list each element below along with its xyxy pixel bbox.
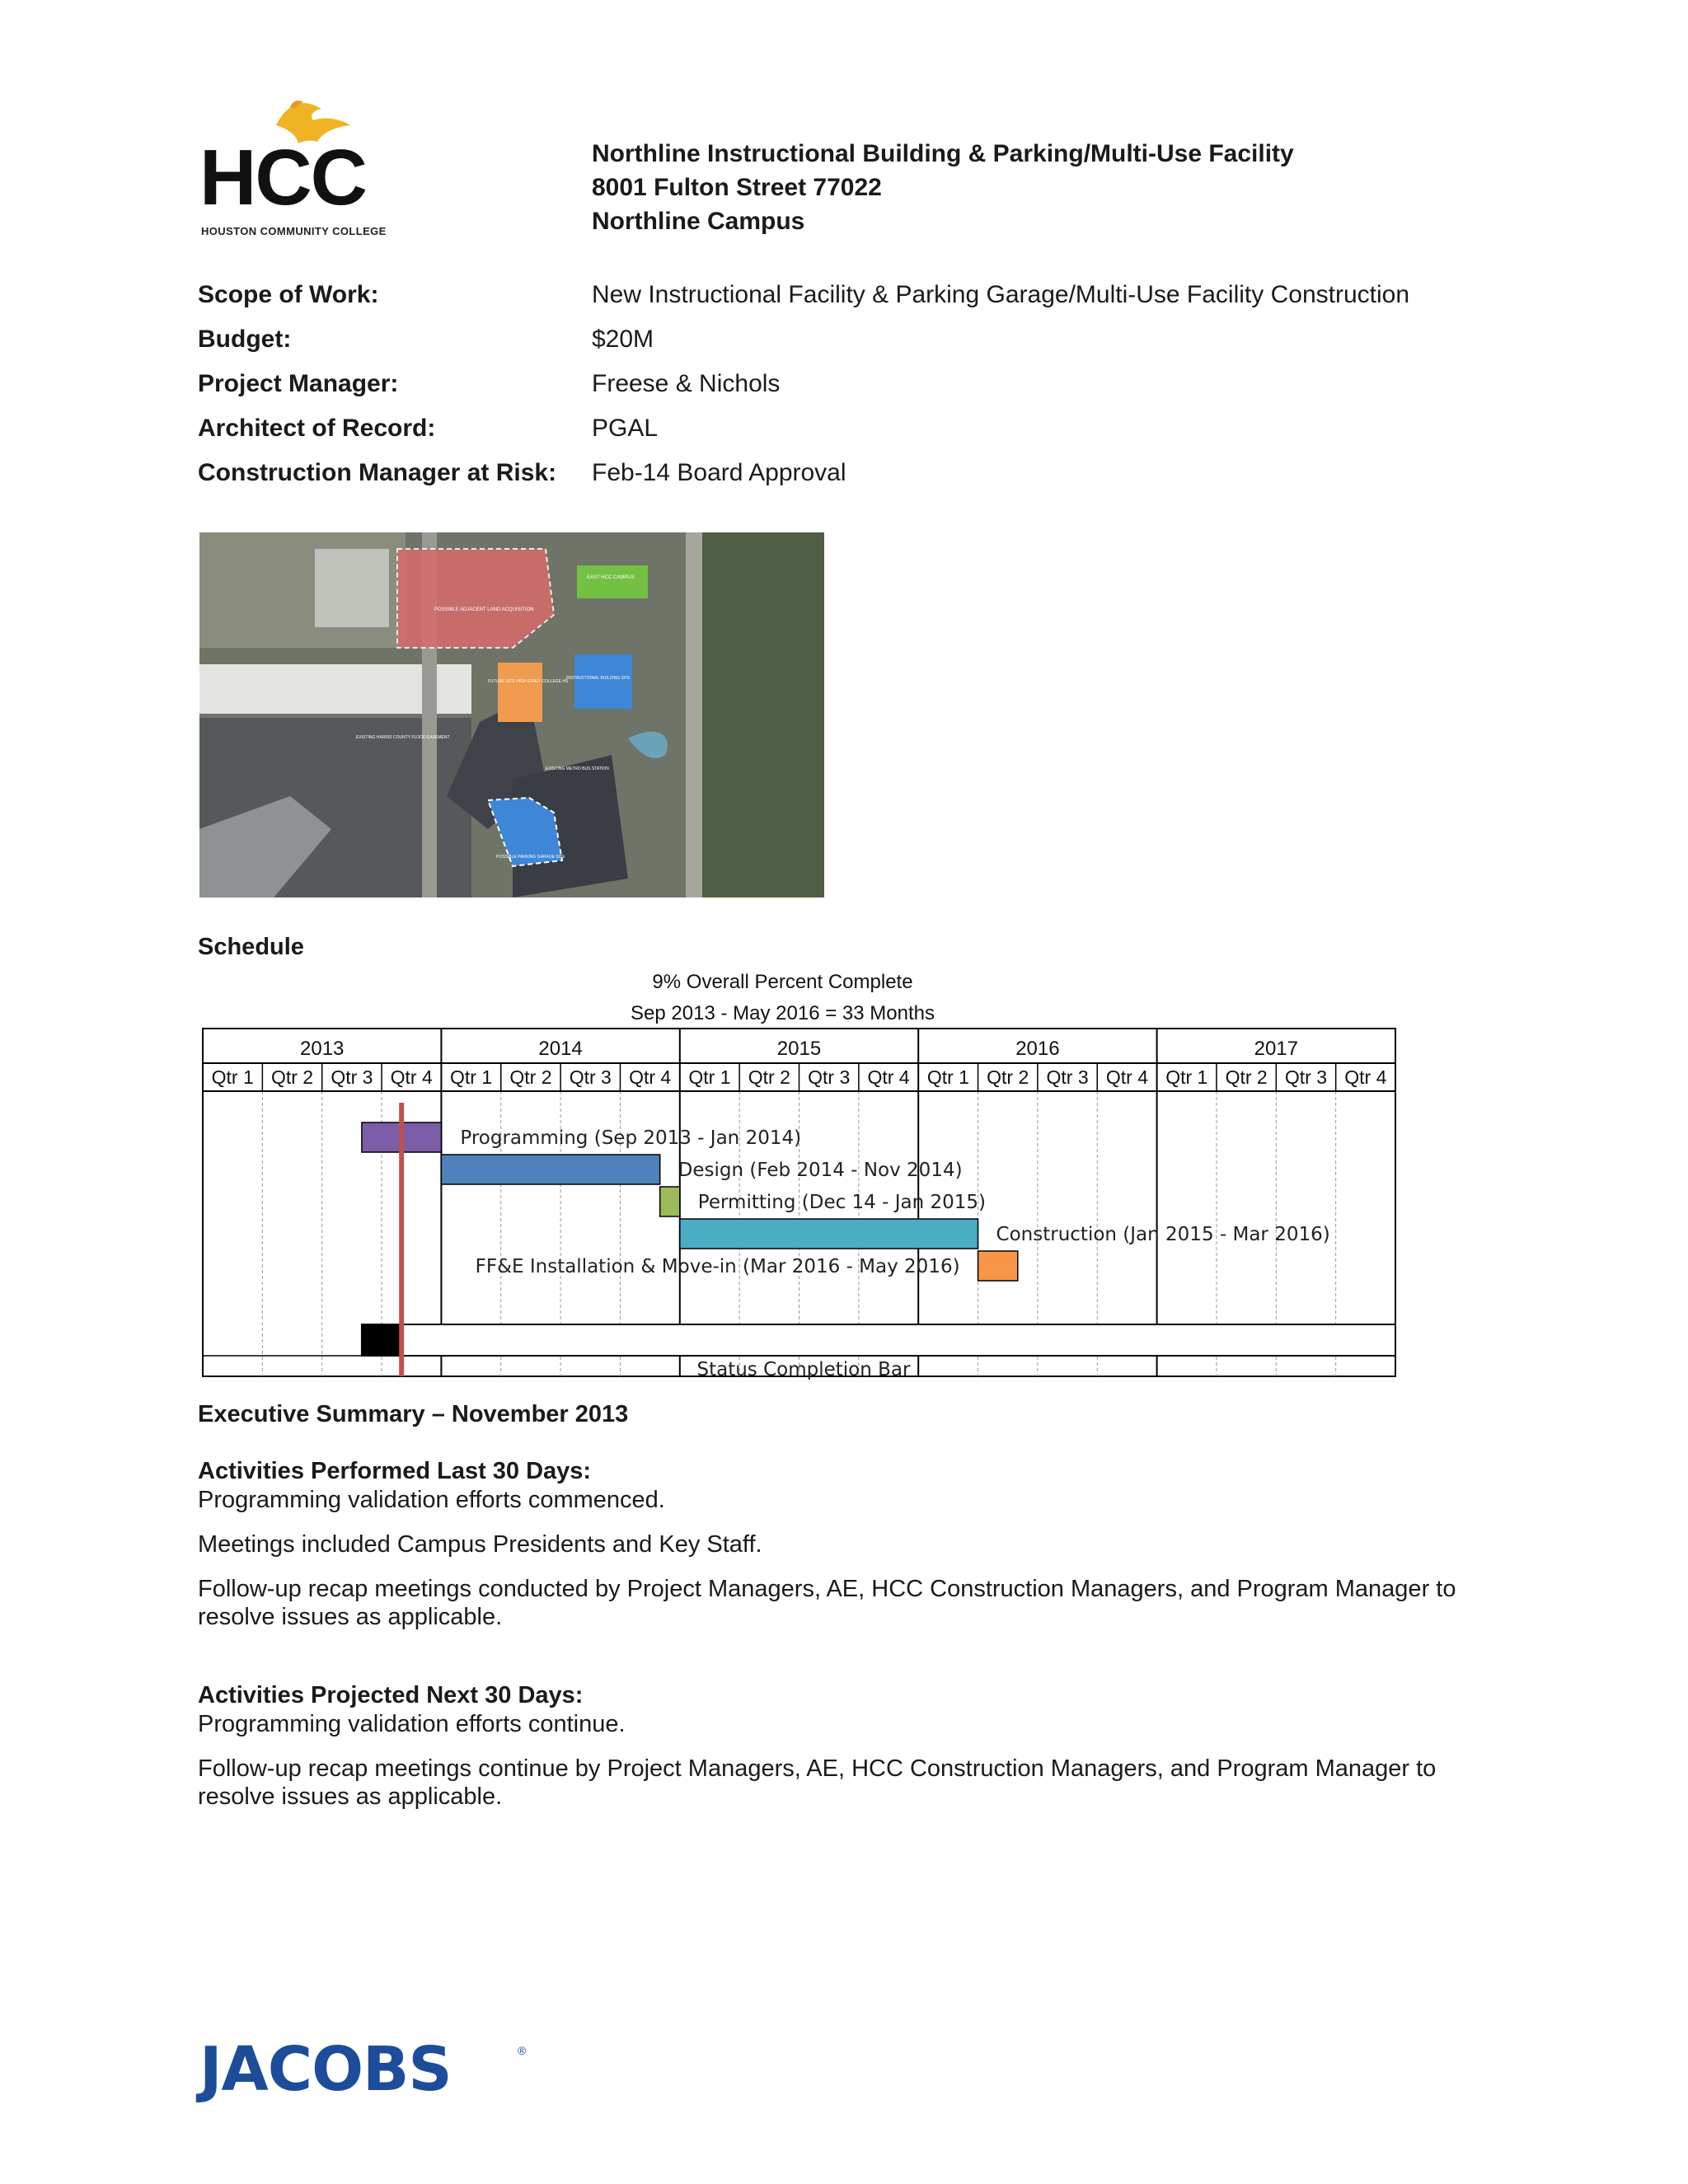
project-title: Northline Instructional Building & Parking/Multi-Use Facility xyxy=(592,140,1294,167)
performed-item: Meetings included Campus Presidents and Key Staff. xyxy=(198,1531,762,1558)
summary-title: Executive Summary – November 2013 xyxy=(198,1401,629,1427)
architect-label: Architect of Record: xyxy=(198,415,436,442)
aerial-site-map xyxy=(199,532,824,898)
projected-item: Follow-up recap meetings continue by Project Managers, AE, HCC Construction Managers, and Program Manager to resolve issues as applicable. xyxy=(198,1755,1437,1810)
quarter-label: Qtr 2 xyxy=(1225,1066,1268,1088)
gantt-task-label: Permitting (Dec 14 - Jan 2015) xyxy=(697,1192,987,1213)
quarter-label: Qtr 1 xyxy=(688,1066,731,1088)
jacobs-registered-mark: ® xyxy=(518,2044,527,2057)
quarter-label: Qtr 2 xyxy=(270,1066,314,1088)
project-manager-value: Freese & Nichols xyxy=(592,370,781,397)
year-label: 2017 xyxy=(1254,1038,1298,1060)
map-label-instructional: INSTRUCTIONAL BUILDING SITE xyxy=(566,676,631,681)
map-label-future: FUTURE SITE HIGH EARLY COLLEGE HS xyxy=(488,679,569,684)
project-manager-label: Project Manager: xyxy=(198,370,399,397)
quarter-label: Qtr 2 xyxy=(509,1066,552,1088)
hcc-logo-text: HCC xyxy=(199,134,366,222)
quarter-label: Qtr 3 xyxy=(569,1066,612,1088)
status-bar-track xyxy=(362,1324,1395,1356)
status-bar-label: Status Completion Bar xyxy=(696,1359,911,1380)
quarter-label: Qtr 2 xyxy=(748,1066,790,1088)
schedule-heading: Schedule xyxy=(198,934,304,960)
quarter-label: Qtr 3 xyxy=(1046,1066,1089,1088)
gantt-task-bar xyxy=(680,1219,978,1249)
gantt-task-label: FF&E Installation & Move-in (Mar 2016 - May 2016) xyxy=(475,1256,960,1277)
budget-value: $20M xyxy=(592,326,654,353)
gantt-task-bar xyxy=(660,1187,680,1216)
quarter-label: Qtr 3 xyxy=(808,1066,851,1088)
quarter-label: Qtr 4 xyxy=(1105,1066,1148,1088)
gantt-task-bar xyxy=(978,1251,1018,1281)
duration-label: Sep 2013 - May 2016 = 33 Months xyxy=(631,1002,935,1024)
quarter-label: Qtr 4 xyxy=(390,1066,433,1088)
quarter-label: Qtr 1 xyxy=(211,1066,254,1088)
year-label: 2014 xyxy=(538,1038,583,1060)
quarter-label: Qtr 1 xyxy=(450,1066,493,1088)
quarter-label: Qtr 4 xyxy=(629,1066,672,1088)
gantt-task-bar xyxy=(362,1122,441,1152)
budget-label: Budget: xyxy=(198,326,292,353)
map-label-parking: POSSIBLE PARKING GARAGE SITE xyxy=(496,855,565,860)
map-label-east: EAST HCC CAMPUS xyxy=(587,575,635,580)
gantt-task-label: Construction (Jan 2015 - Mar 2016) xyxy=(996,1224,1330,1245)
year-label: 2016 xyxy=(1015,1038,1060,1060)
gantt-task-bar xyxy=(441,1155,659,1184)
scope-label: Scope of Work: xyxy=(198,281,379,308)
quarter-label: Qtr 4 xyxy=(1344,1066,1387,1088)
quarter-label: Qtr 2 xyxy=(987,1066,1029,1088)
quarter-label: Qtr 3 xyxy=(331,1066,373,1088)
architect-value: PGAL xyxy=(592,415,659,442)
scope-value: New Instructional Facility & Parking Garage/Multi-Use Facility Construction xyxy=(592,281,1410,308)
projected-item: Programming validation efforts continue. xyxy=(198,1711,626,1737)
map-label-flood: EXISTING HARRIS COUNTY FLOOD EASEMENT xyxy=(356,735,450,740)
gantt-task-label: Design (Feb 2014 - Nov 2014) xyxy=(678,1160,963,1181)
cmar-value: Feb-14 Board Approval xyxy=(592,459,846,486)
year-label: 2015 xyxy=(776,1038,822,1060)
hcc-logo-subtitle: HOUSTON COMMUNITY COLLEGE xyxy=(201,225,387,237)
quarter-label: Qtr 1 xyxy=(926,1066,969,1088)
project-address: 8001 Fulton Street 77022 xyxy=(592,174,882,201)
performed-item: Follow-up recap meetings conducted by Project Managers, AE, HCC Construction Managers, and Program Manager to resolve issues as applicable. xyxy=(198,1576,1456,1630)
quarter-label: Qtr 3 xyxy=(1284,1066,1328,1088)
percent-complete-label: 9% Overall Percent Complete xyxy=(652,971,913,993)
quarter-label: Qtr 1 xyxy=(1165,1066,1208,1088)
performed-item: Programming validation efforts commenced. xyxy=(198,1487,665,1513)
cmar-label: Construction Manager at Risk: xyxy=(198,459,557,486)
year-label: 2013 xyxy=(300,1038,345,1060)
quarter-label: Qtr 4 xyxy=(867,1066,910,1088)
gantt-task-label: Programming (Sep 2013 - Jan 2014) xyxy=(460,1127,802,1149)
status-bar-fill xyxy=(362,1324,401,1356)
jacobs-logo: JACOBS xyxy=(199,2034,452,2105)
performed-heading: Activities Performed Last 30 Days: xyxy=(198,1458,592,1484)
project-campus: Northline Campus xyxy=(592,208,805,235)
gantt-frame xyxy=(203,1029,1395,1376)
map-label-adjacent: POSSIBLE ADJACENT LAND ACQUISITION xyxy=(434,607,534,612)
projected-heading: Activities Projected Next 30 Days: xyxy=(198,1682,584,1708)
map-label-metro: EXISTING METRO BUS STATION xyxy=(546,766,609,771)
